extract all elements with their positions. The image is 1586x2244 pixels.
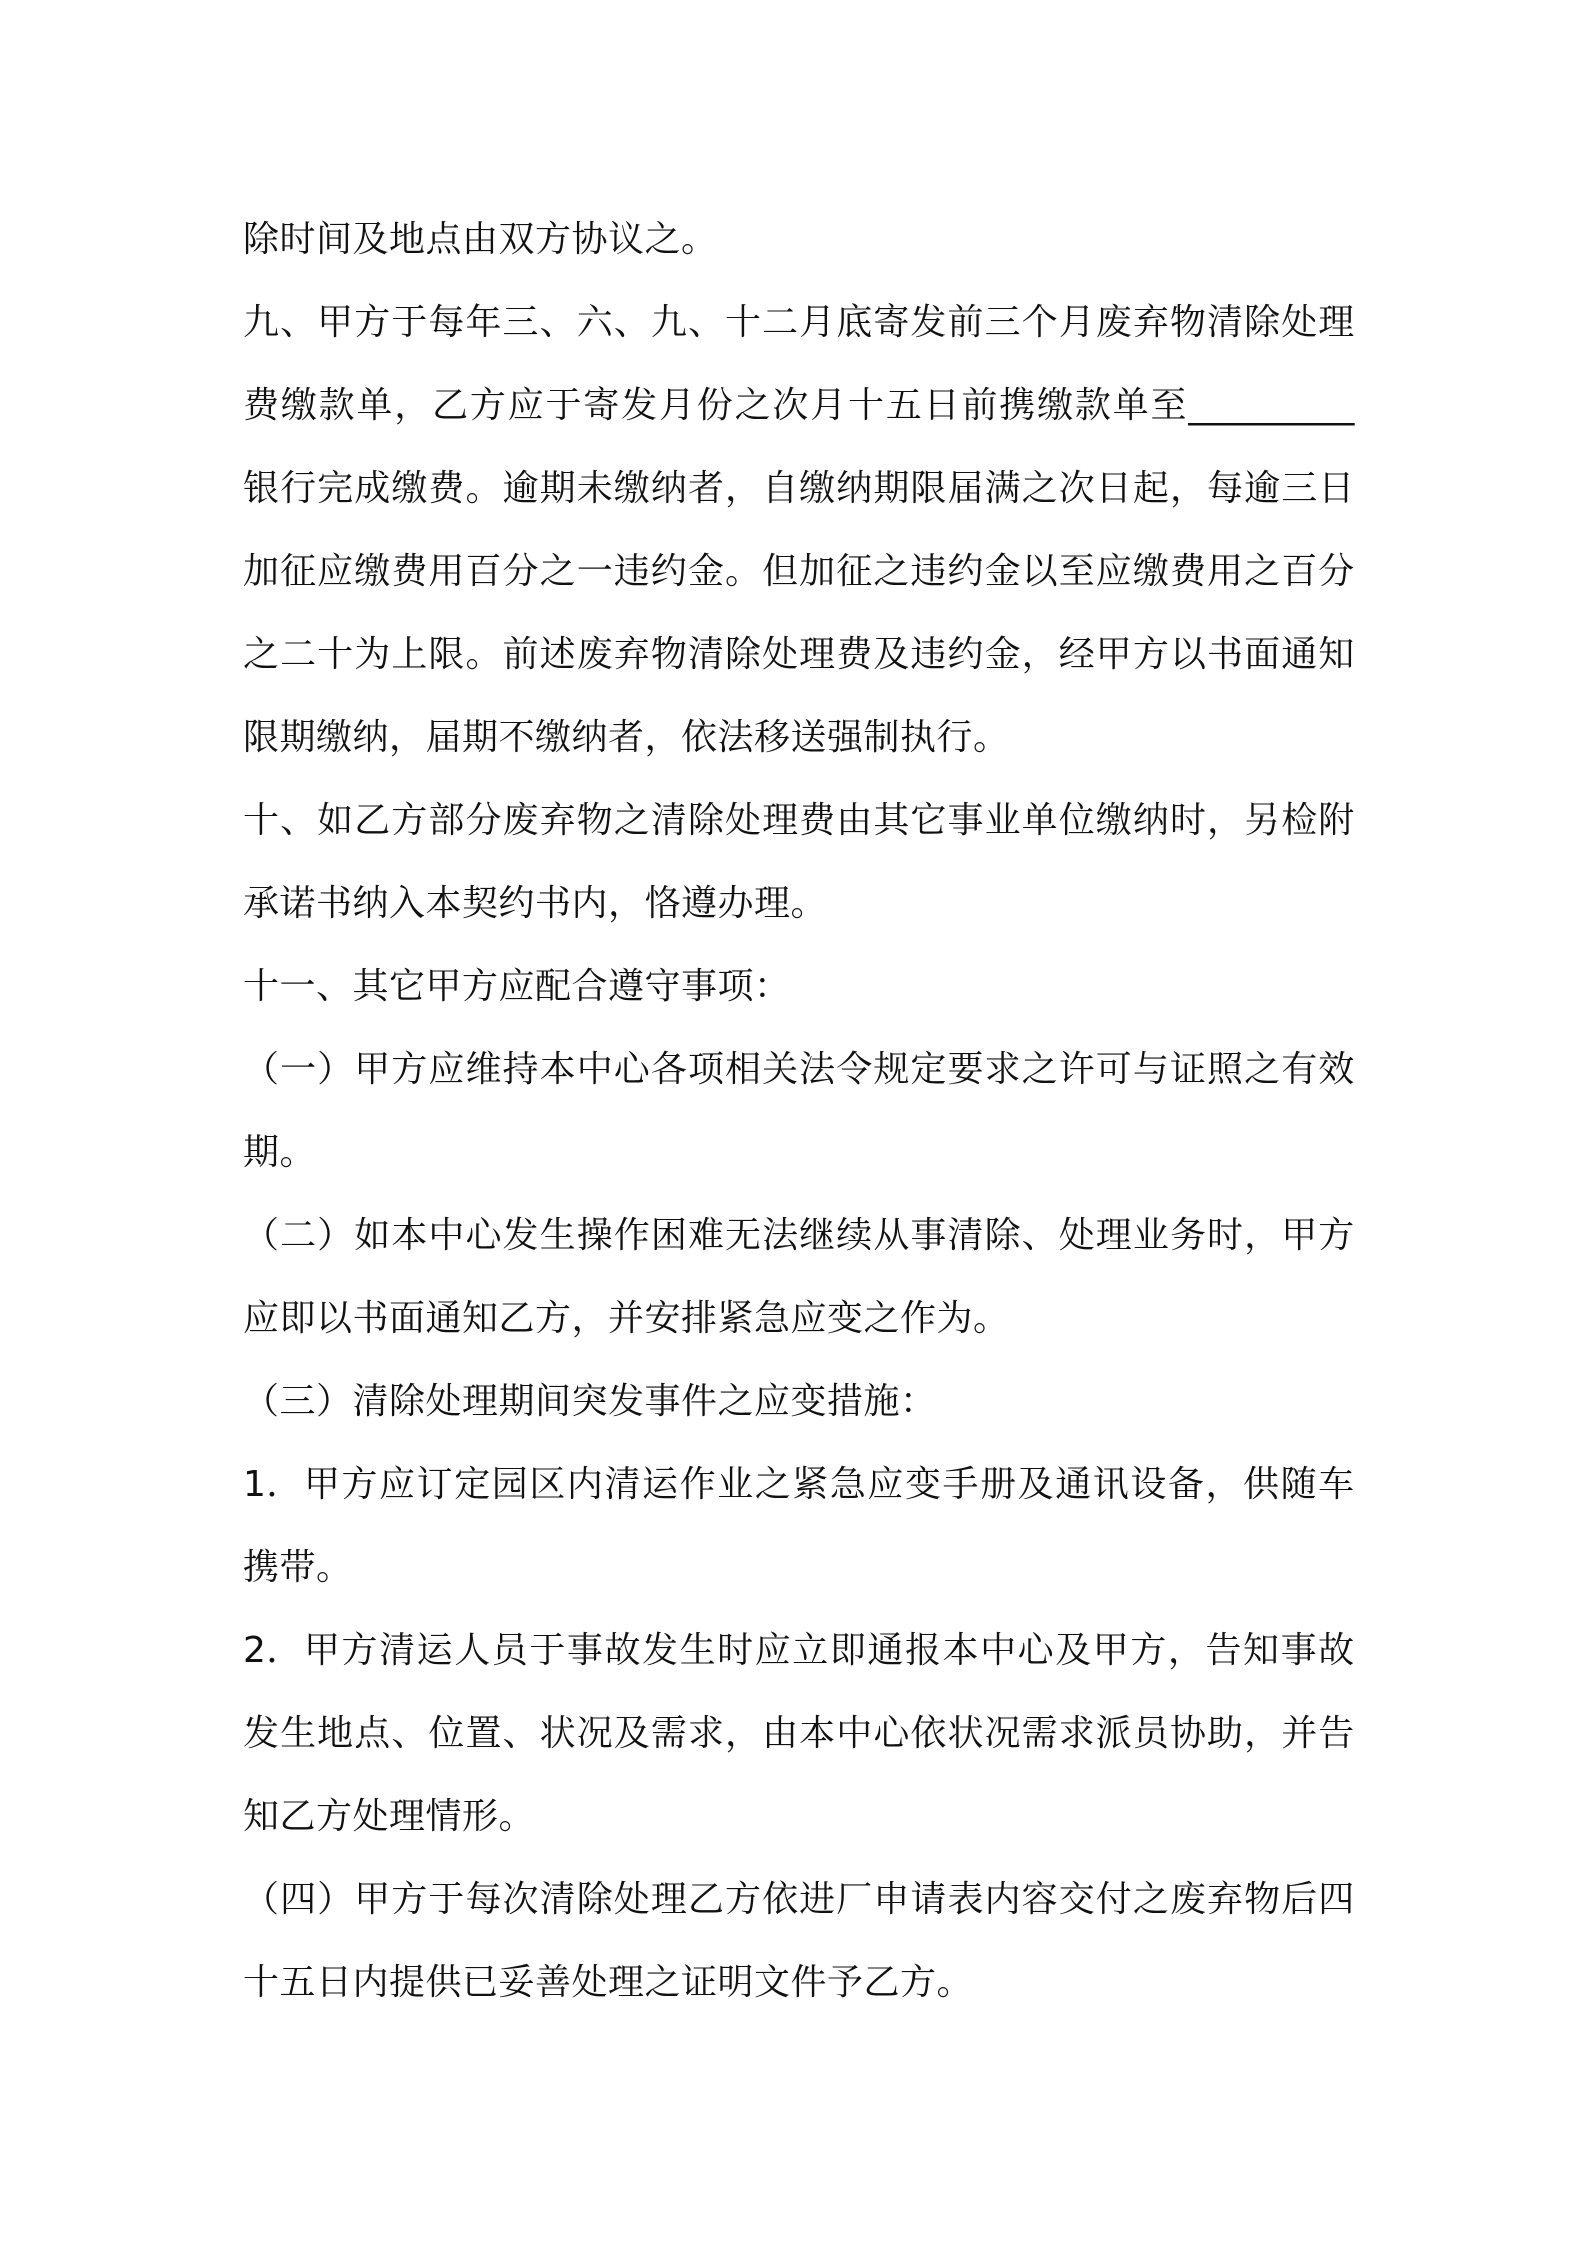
item-4-line-2: 十五日内提供已妥善处理之证明文件予乙方。 <box>243 1962 974 2003</box>
clause-9-line-6: 限期缴纳，届期不缴纳者，依法移送强制执行。 <box>243 717 1010 758</box>
clause-9-line-5: 之 二 十 为 上 限 。 前 述 废 弃 物 清 除 处 理 费 及 违 约 金 ， 经 甲 方 以 书 面 通 知 <box>243 634 1355 675</box>
item-1-line-2: 期。 <box>243 1132 317 1173</box>
document-page <box>243 198 1355 2024</box>
subitem-2-line-3: 知乙方处理情形。 <box>243 1796 536 1837</box>
subitem-1-line-1: 1． 甲 方 应 订 定 园 区 内 清 运 作 业 之 紧 急 应 变 手 册 及 通 讯 设 备 ， 供 随 车 <box>243 1464 1355 1505</box>
item-2-line-1: （ 二 ） 如 本 中 心 发 生 操 作 困 难 无 法 继 续 从 事 清 除 、 处 理 业 务 时 ， 甲 方 <box>243 1215 1355 1256</box>
subitem-2-line-2: 发 生 地 点 、 位 置 、 状 况 及 需 求 ， 由 本 中 心 依 状 况 需 求 派 员 协 助 ， 并 告 <box>243 1713 1355 1754</box>
subitem-2-line-1: 2． 甲 方 清 运 人 员 于 事 故 发 生 时 应 立 即 通 报 本 中 心 及 甲 方 ， 告 知 事 故 <box>243 1630 1355 1671</box>
clause-9-line-3: 银 行 完 成 缴 费 。 逾 期 未 缴 纳 者 ， 自 缴 纳 期 限 届 满 之 次 日 起 ， 每 逾 三 日 <box>243 468 1355 509</box>
clause-11-heading: 十一、其它甲方应配合遵守事项： <box>243 966 791 1007</box>
item-3-heading: （三）清除处理期间突发事件之应变措施： <box>243 1381 937 1422</box>
clause-9-line-4: 加 征 应 缴 费 用 百 分 之 一 违 约 金 。 但 加 征 之 违 约 金 以 至 应 缴 费 用 之 百 分 <box>243 551 1355 592</box>
item-4-line-1: （ 四 ） 甲 方 于 每 次 清 除 处 理 乙 方 依 进 厂 申 请 表 内 容 交 付 之 废 弃 物 后 四 <box>243 1879 1355 1920</box>
clause-10-line-2: 承诺书纳入本契约书内，恪遵办理。 <box>243 883 828 924</box>
clause-9-line-1: 九 、 甲 方 于 每 年 三 、 六 、 九 、 十 二 月 底 寄 发 前 三 个 月 废 弃 物 清 除 处 理 <box>243 302 1355 343</box>
clause-9-line-2: 费 缴 款 单 ， 乙 方 应 于 寄 发 月 份 之 次 月 十 五 日 前 携 缴 款 单 至 _________ <box>243 385 1355 426</box>
item-2-line-2: 应即以书面通知乙方，并安排紧急应变之作为。 <box>243 1298 1010 1339</box>
clause-10-line-1: 十 、 如 乙 方 部 分 废 弃 物 之 清 除 处 理 费 由 其 它 事 业 单 位 缴 纳 时 ， 另 检 附 <box>243 800 1355 841</box>
text-line-1: 除时间及地点由双方协议之。 <box>243 219 718 260</box>
item-1-line-1: （ 一 ） 甲 方 应 维 持 本 中 心 各 项 相 关 法 令 规 定 要 求 之 许 可 与 证 照 之 有 效 <box>243 1049 1355 1090</box>
subitem-1-line-2: 携带。 <box>243 1547 353 1588</box>
